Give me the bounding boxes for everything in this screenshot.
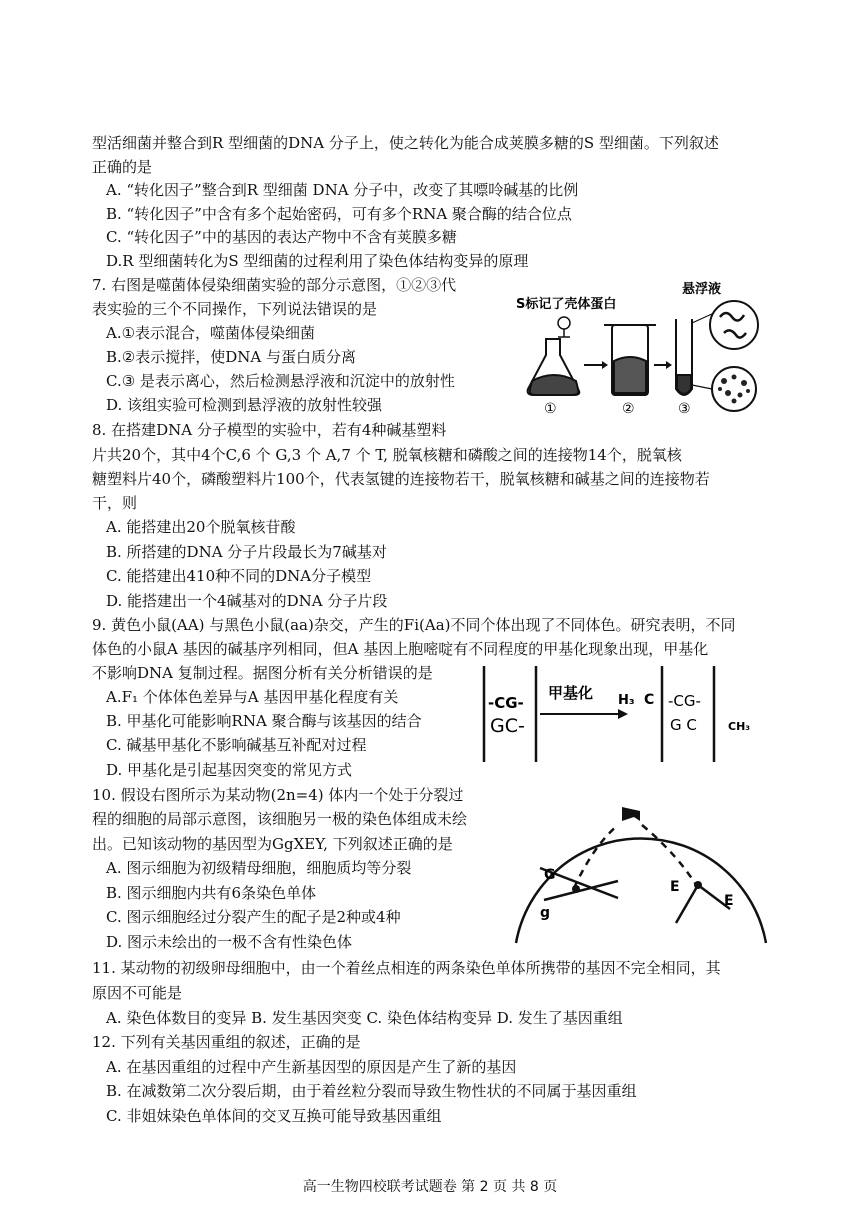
option-c: C. 能搭建出410种不同的DNA分子模型 <box>106 567 372 585</box>
centromere-dot <box>572 885 580 893</box>
question-11: 11. 某动物的初级卵母细胞中，由一个着丝点相连的两条染色单体所携带的基因不完全相同，其 <box>92 959 721 977</box>
bacteria-dots-icon <box>718 375 750 404</box>
right-top-bases: -CG- <box>668 692 701 710</box>
fig1-label-top: S标记了壳体蛋白 <box>516 297 617 312</box>
beaker-icon <box>604 325 656 395</box>
page-footer: 高一生物四校联考试题卷 第 2 页 共 8 页 <box>302 1179 558 1195</box>
arrow-head-icon <box>618 709 628 719</box>
text-line: 表实验的三个不同操作，下列说法错误的是 <box>92 300 378 318</box>
supernatant-zoom-icon <box>710 301 758 349</box>
cell-membrane-arc <box>516 838 766 943</box>
label-1: ① <box>544 401 557 417</box>
option-a: A. “转化因子”整合到R 型细菌 DNA 分子中，改变了其嘌呤碱基的比例 <box>106 181 579 199</box>
text-line: 出。已知该动物的基因型为GgXEY, 下列叙述正确的是 <box>92 835 453 853</box>
arrow-label: 甲基化 <box>548 684 594 702</box>
label-2: ② <box>622 401 635 417</box>
option-d: D.R 型细菌转化为S 型细菌的过程利用了染色体结构变异的原理 <box>106 252 529 270</box>
phage-experiment-figure <box>506 277 768 417</box>
option-c: C. 图示细胞经过分裂产生的配子是2种或4种 <box>106 908 401 926</box>
option-d: D. 该组实验可检测到悬浮液的放射性较强 <box>106 396 383 414</box>
methylation-figure <box>478 662 768 766</box>
option-a: A. 能搭建出20个脱氧核苷酸 <box>106 518 296 536</box>
question-12: 12. 下列有关基因重组的叙述，正确的是 <box>92 1033 361 1051</box>
option-b: B. 图示细胞内共有6条染色单体 <box>106 884 317 902</box>
question-8: 8. 在搭建DNA 分子模型的实验中，若有4种碱基塑料 <box>92 421 447 439</box>
option-a: A.F₁ 个体体色差异与A 基因甲基化程度有关 <box>106 688 399 706</box>
fig1-label-right: 悬浮液 <box>682 282 722 297</box>
option-b: B. “转化因子”中含有多个起始密码，可有多个RNA 聚合酶的结合位点 <box>106 205 572 223</box>
phage-shells-icon <box>720 313 746 338</box>
option-d: D. 甲基化是引起基因突变的常见方式 <box>106 761 353 779</box>
option-b: B. 所搭建的DNA 分子片段最长为7碱基对 <box>106 543 387 561</box>
question-7: 7. 右图是噬菌体侵染细菌实验的部分示意图，①②③代 <box>92 276 457 294</box>
text-line: 体色的小鼠A 基因的碱基序列相同，但A 基因上胞嘧啶有不同程度的甲基化现象出现，甲基化 <box>92 640 709 658</box>
option-c: C.③ 是表示离心，然后检测悬浮液和沉淀中的放射性 <box>106 372 455 390</box>
text-line: 原因不可能是 <box>92 984 183 1002</box>
option-d: D. 能搭建出一个4碱基对的DNA 分子片段 <box>106 592 388 610</box>
text-line: 型活细菌并整合到R 型细菌的DNA 分子上，使之转化为能合成荚膜多糖的S 型细菌。下列叙述 <box>92 134 719 152</box>
option-a: A.①表示混合，噬菌体侵染细菌 <box>106 324 316 342</box>
allele-E-left: E <box>670 879 680 895</box>
left-top-bases: -CG- <box>488 694 524 712</box>
allele-G: G <box>544 867 556 883</box>
question-9: 9. 黄色小鼠(AA) 与黑色小鼠(aa)杂交，产生的Fi(Aa)不同个体出现了不同体色。研究表明，不同 <box>92 616 736 634</box>
option-c: C. “转化因子”中的基因的表达产物中不含有荚膜多糖 <box>106 228 457 246</box>
c-label: C <box>644 692 655 708</box>
label-3: ③ <box>678 401 691 417</box>
option-b: B. 甲基化可能影响RNA 聚合酶与该基因的结合 <box>106 712 422 730</box>
cell-division-figure <box>510 785 772 945</box>
test-tube-icon <box>676 319 692 395</box>
arrow-head-icon <box>666 361 672 369</box>
allele-g: g <box>540 905 551 921</box>
text-line: 片共20个，其中4个C,6 个 G,3 个 A,7 个 T, 脱氧核糖和磷酸之间的连接物14个，脱氧核 <box>92 446 682 464</box>
text-line: 干，则 <box>92 494 138 512</box>
option-b: B.②表示搅拌，使DNA 与蛋白质分离 <box>106 348 356 366</box>
option-a: A. 图示细胞为初级精母细胞，细胞质均等分裂 <box>106 859 412 877</box>
pointer-line <box>692 385 712 389</box>
text-line: 糖塑料片40个，磷酸塑料片100个，代表氢键的连接物若干，脱氧核糖和碱基之间的连接物若 <box>92 470 710 488</box>
arrow-head-icon <box>602 361 608 369</box>
option-c: C. 碱基甲基化不影响碱基互补配对过程 <box>106 736 367 754</box>
option-a: A. 在基因重组的过程中产生新基因型的原因是产生了新的基因 <box>106 1058 517 1076</box>
centromere-dot <box>694 881 702 889</box>
option-b: B. 在减数第二次分裂后期，由于着丝粒分裂而导致生物性状的不同属于基因重组 <box>106 1082 637 1100</box>
h3-label: H₃ <box>618 693 635 708</box>
ch3-label: CH₃ <box>728 720 751 733</box>
text-line: 不影响DNA 复制过程。据图分析有关分析错误的是 <box>92 664 433 682</box>
right-bottom-bases: G C <box>670 716 697 734</box>
phage-icon <box>558 317 570 337</box>
option-d: D. 图示未绘出的一极不含有性染色体 <box>106 933 353 951</box>
left-bottom-bases: GC- <box>490 715 525 737</box>
centriole-icon <box>622 807 640 821</box>
option-c: C. 非姐妹染色单体间的交叉互换可能导致基因重组 <box>106 1107 442 1125</box>
options-row: A. 染色体数目的变异 B. 发生基因突变 C. 染色体结构变异 D. 发生了基因重组 <box>106 1009 623 1027</box>
text-line: 正确的是 <box>92 158 153 176</box>
text-line: 程的细胞的局部示意图，该细胞另一极的染色体组成未绘 <box>92 810 468 828</box>
allele-E-right: E <box>724 893 734 909</box>
question-10: 10. 假设右图所示为某动物(2n=4) 体内一个处于分裂过 <box>92 786 464 804</box>
flask-icon <box>528 339 580 395</box>
